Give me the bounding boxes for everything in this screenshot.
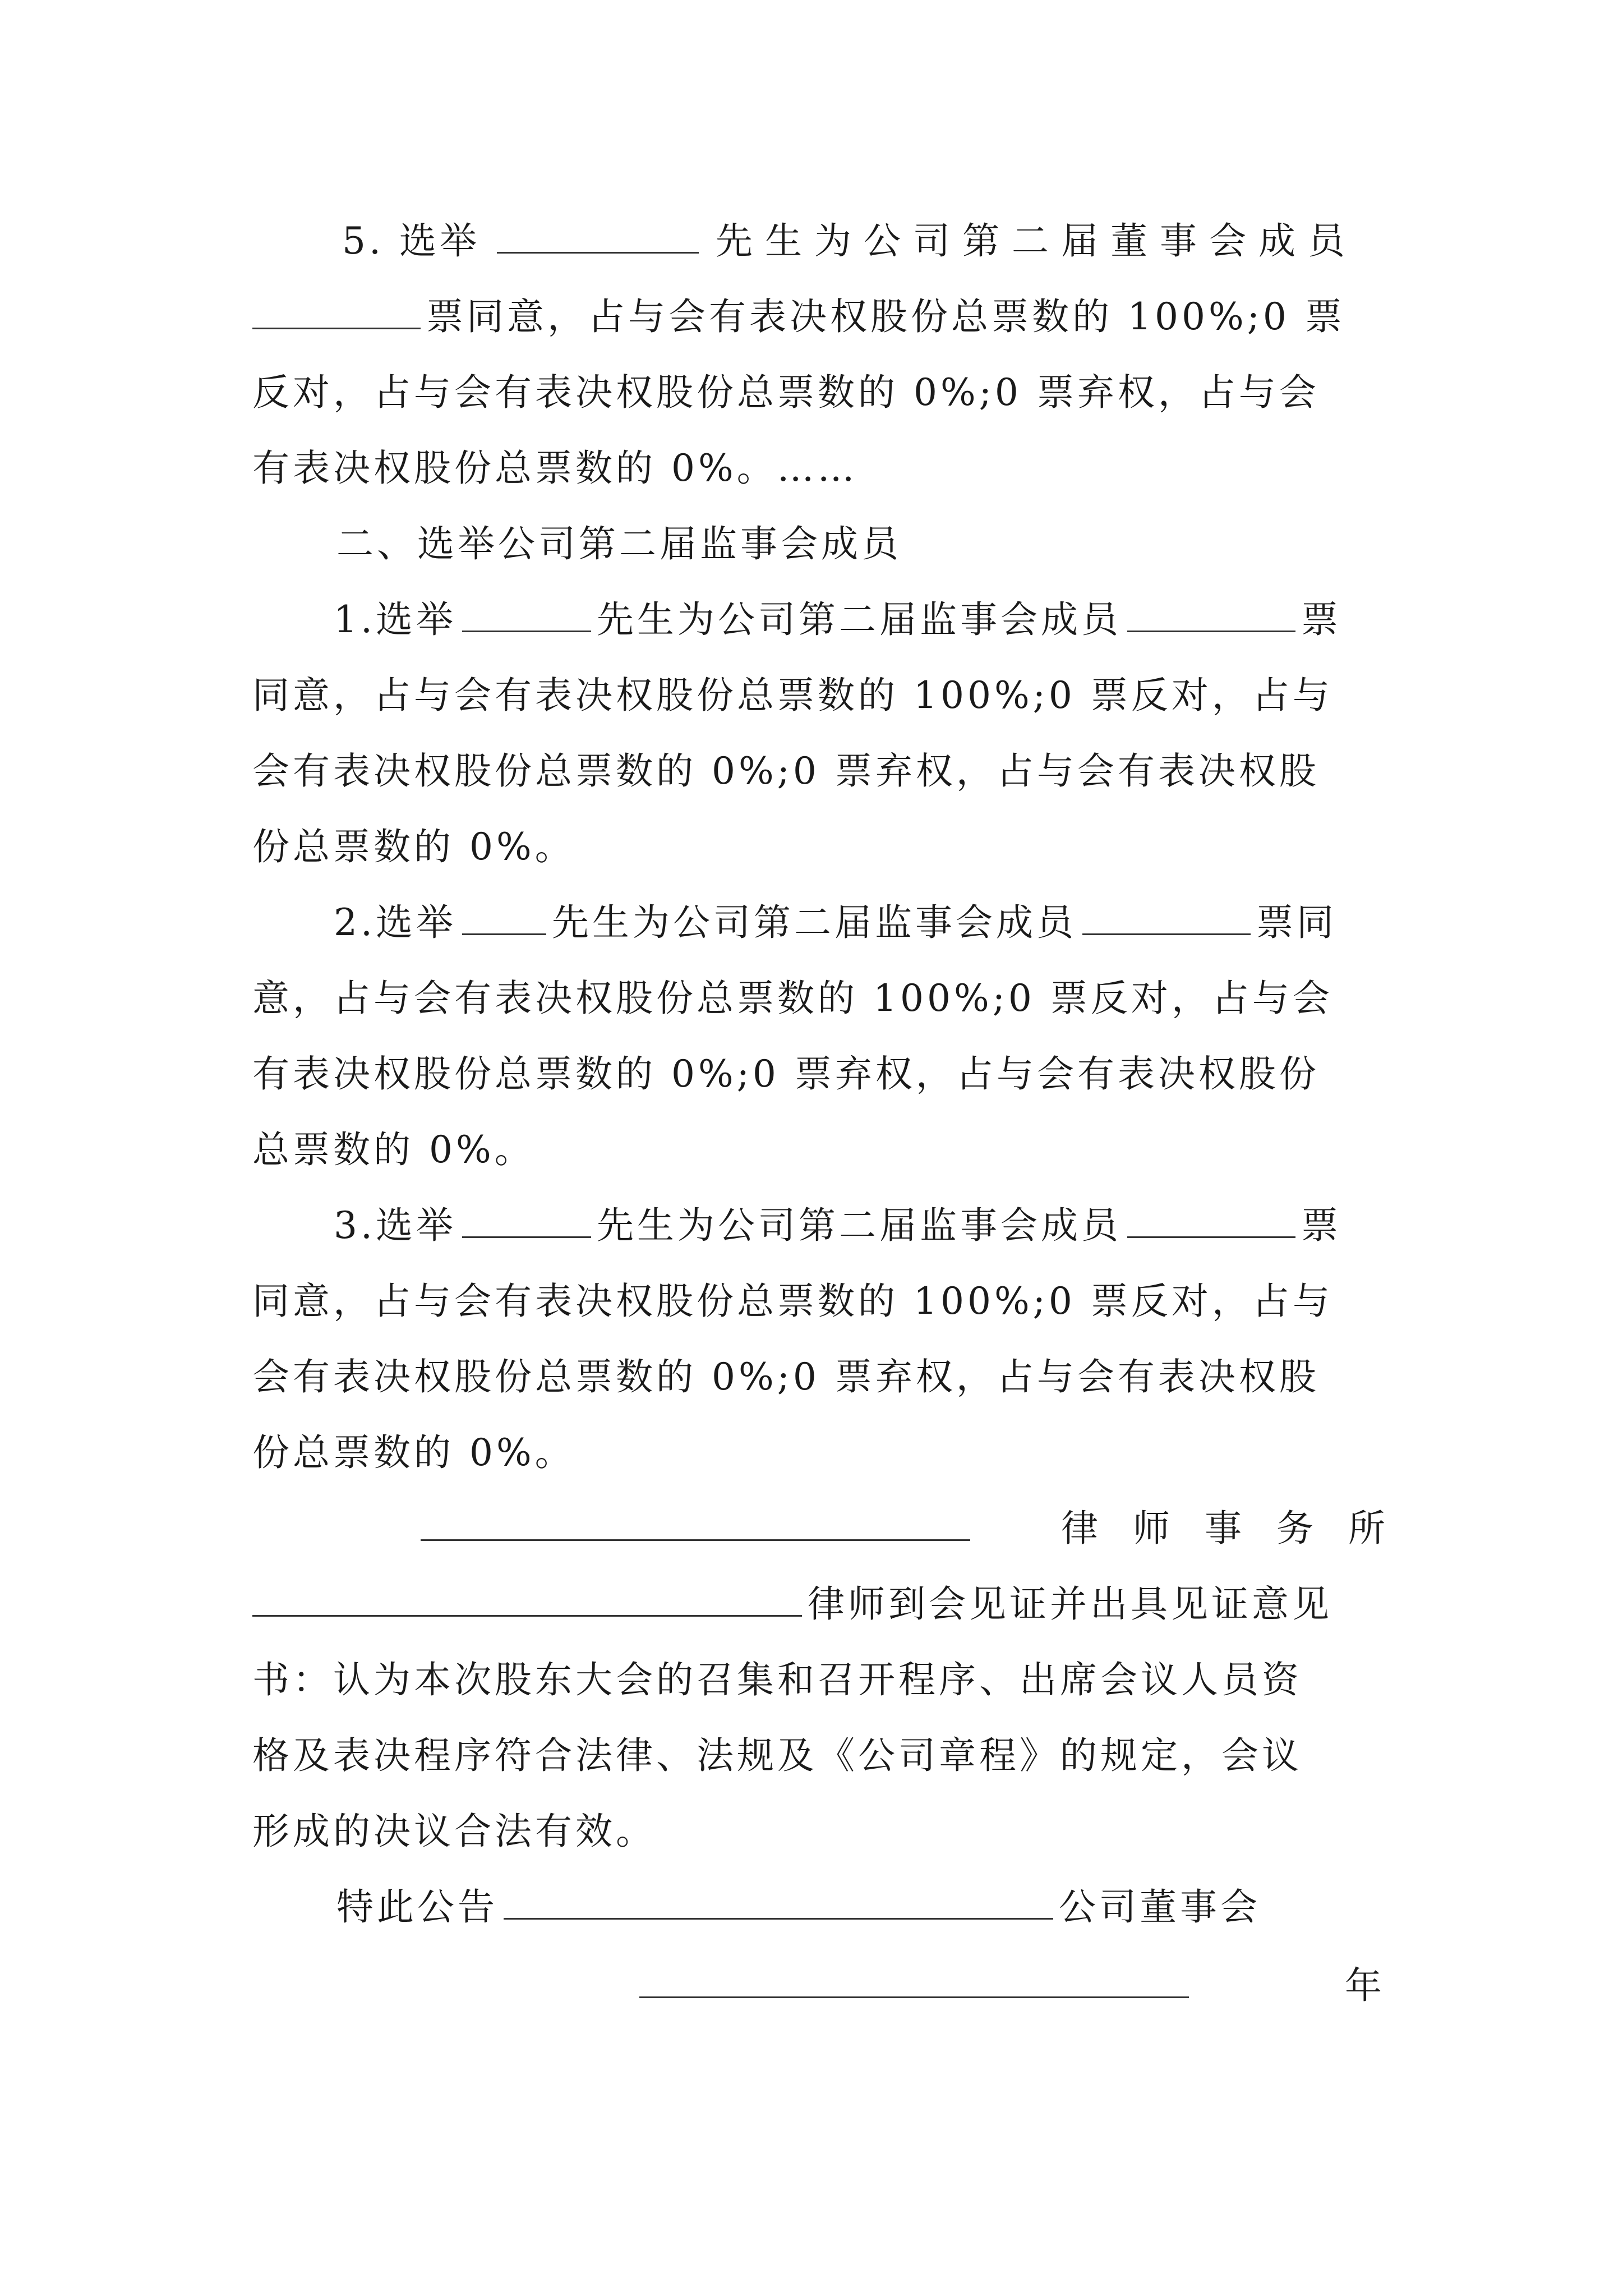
item-1-line-1 [252, 589, 1385, 651]
item-2-suffix: 票同 [1256, 901, 1337, 944]
blank-field [504, 1885, 1053, 1920]
blank-field [1082, 900, 1251, 935]
blank-field [462, 900, 546, 935]
item-3-line-1 [252, 1195, 1385, 1257]
announcement-label: 特此公告 [336, 1885, 498, 1929]
blank-field [252, 1582, 802, 1617]
item-2-text: 先生为公司第二届监事会成员 [551, 901, 1077, 944]
paragraph-line: 会有表决权股份总票数的 0%;0 票弃权，占与会有表决权股 [252, 749, 1320, 793]
paragraph-line: 书：认为本次股东大会的召集和召开程序、出席会议人员资 [252, 1658, 1302, 1701]
blank-field [639, 1963, 1189, 1998]
paragraph-line: 意，占与会有表决权股份总票数的 100%;0 票反对，占与会 [252, 977, 1333, 1020]
paragraph-line: 份总票数的 0%。 [252, 825, 575, 868]
law-firm-line [252, 1498, 1420, 1559]
date-line [252, 1955, 1385, 2017]
item-5-line-1 [252, 210, 1385, 272]
item-5-text: 先生为公司第二届董事会成员 [715, 219, 1357, 263]
paragraph-line: 份总票数的 0%。 [252, 1431, 575, 1474]
item-2-line-1 [252, 892, 1385, 954]
paragraph-line: 总票数的 0%。 [252, 1128, 535, 1171]
section-heading [252, 513, 1385, 575]
blank-field [1127, 1203, 1295, 1238]
lawyer-line [252, 1573, 1385, 1635]
lawyer-text: 律师到会见证并出具见证意见 [808, 1582, 1332, 1626]
announcement-line [252, 1876, 1385, 1938]
section-heading-text: 二、选举公司第二届监事会成员 [336, 522, 902, 565]
paragraph-line: 形成的决议合法有效。 [252, 1810, 656, 1853]
blank-field [421, 1506, 970, 1541]
blank-field [252, 295, 421, 329]
paragraph-line: 有表决权股份总票数的 0%;0 票弃权，占与会有表决权股份 [252, 1052, 1320, 1096]
item-3-prefix: 3.选举 [334, 1204, 457, 1247]
paragraph-line: 会有表决权股份总票数的 0%;0 票弃权，占与会有表决权股 [252, 1355, 1320, 1398]
item-1-prefix: 1.选举 [334, 598, 457, 641]
paragraph-line: 同意，占与会有表决权股份总票数的 100%;0 票反对，占与 [252, 1280, 1333, 1323]
item-2-prefix: 2.选举 [334, 901, 457, 944]
blank-field [497, 219, 699, 254]
blank-field [1127, 597, 1295, 632]
item-1-suffix: 票 [1301, 598, 1341, 641]
item-3-text: 先生为公司第二届监事会成员 [596, 1204, 1122, 1247]
item-5-prefix: 5. 选举 [342, 219, 480, 263]
item-3-suffix: 票 [1301, 1204, 1341, 1247]
paragraph-line: 反对，占与会有表决权股份总票数的 0%;0 票弃权，占与会 [252, 371, 1320, 414]
blank-field [462, 1203, 591, 1238]
item-1-text: 先生为公司第二届监事会成员 [596, 598, 1122, 641]
item-5-text: 票同意，占与会有表决权股份总票数的 100%;0 票 [426, 295, 1345, 338]
paragraph-line: 同意，占与会有表决权股份总票数的 100%;0 票反对，占与 [252, 674, 1333, 717]
law-firm-label: 律师事务所 [1061, 1507, 1420, 1550]
item-5-line-2 [252, 286, 1385, 348]
paragraph-line: 格及表决程序符合法律、法规及《公司章程》的规定，会议 [252, 1734, 1302, 1777]
year-label: 年 [1345, 1964, 1385, 2007]
paragraph-line: 有表决权股份总票数的 0%。…… [252, 447, 858, 490]
board-label: 公司董事会 [1059, 1885, 1261, 1929]
blank-field [462, 597, 591, 632]
